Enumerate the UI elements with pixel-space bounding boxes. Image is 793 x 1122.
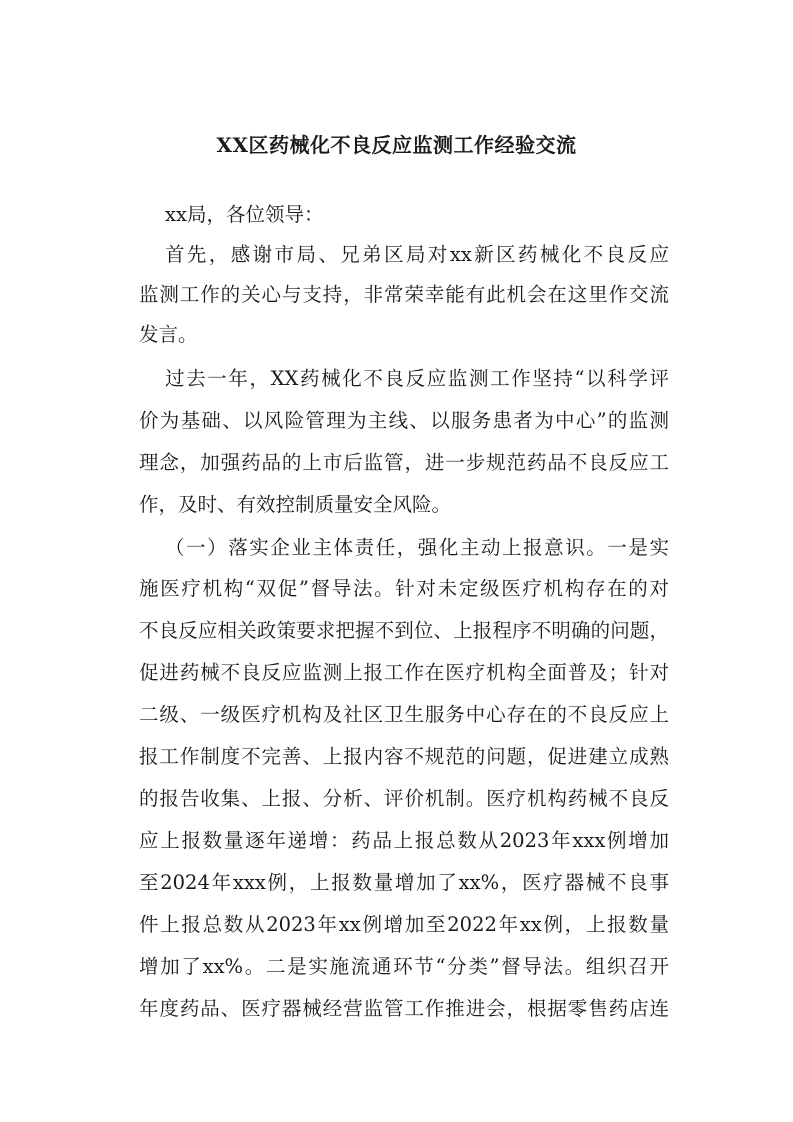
paragraph-line: 年度药品、医疗器械经营监管工作推进会，根据零售药店连 — [139, 997, 669, 1020]
paragraph-line: 价为基础、以风险管理为主线、以服务患者为中心”的监测 — [139, 409, 669, 432]
paragraph-line: 发言。 — [139, 323, 198, 346]
paragraph-line: 作，及时、有效控制质量安全风险。 — [139, 493, 452, 516]
paragraph-line: 促进药械不良反应监测上报工作在医疗机构全面普及；针对 — [139, 661, 669, 684]
paragraph-line: 首先，感谢市局、兄弟区局对xx新区药械化不良反应 — [165, 243, 669, 266]
paragraph-line: 的报告收集、上报、分析、评价机制。医疗机构药械不良反 — [139, 787, 669, 810]
paragraph-line: 报工作制度不完善、上报内容不规范的问题，促进建立成熟 — [139, 745, 669, 768]
paragraph-line: 增加了xx%。二是实施流通环节“分类”督导法。组织召开 — [139, 955, 669, 978]
paragraph-line: （一）落实企业主体责任，强化主动上报意识。一是实 — [165, 536, 669, 559]
paragraph-line: 理念，加强药品的上市后监管，进一步规范药品不良反应工 — [139, 451, 669, 474]
paragraph-line: 应上报数量逐年递增：药品上报总数从2023年xxx例增加 — [139, 829, 669, 852]
paragraph-line: 施医疗机构“双促”督导法。针对未定级医疗机构存在的对 — [139, 577, 669, 600]
paragraph-line: 不良反应相关政策要求把握不到位、上报程序不明确的问题， — [139, 619, 669, 642]
salutation: xx局，各位领导： — [165, 203, 324, 226]
document-title: XX区药械化不良反应监测工作经验交流 — [216, 133, 577, 157]
paragraph-line: 件上报总数从2023年xx例增加至2022年xx例，上报数量 — [139, 913, 669, 936]
paragraph-line: 过去一年，XX药械化不良反应监测工作坚持“以科学评 — [165, 367, 669, 390]
paragraph-line: 至2024年xxx例，上报数量增加了xx%，医疗器械不良事 — [139, 871, 669, 894]
paragraph-line: 监测工作的关心与支持，非常荣幸能有此机会在这里作交流 — [139, 283, 669, 306]
paragraph-line: 二级、一级医疗机构及社区卫生服务中心存在的不良反应上 — [139, 703, 669, 726]
